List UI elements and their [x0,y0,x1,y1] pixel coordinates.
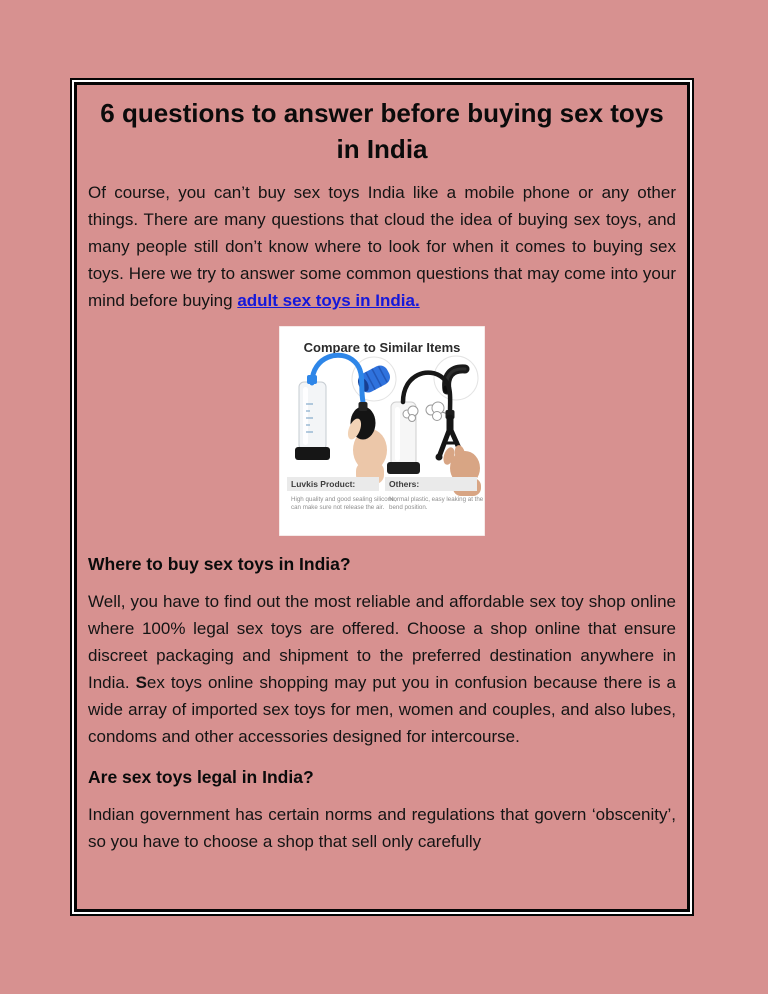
adult-sex-toys-link[interactable]: adult sex toys in India [237,291,415,310]
intro-paragraph [88,179,676,314]
figure-title: Compare to Similar Items [303,340,461,355]
body-text-part1: Well, you have to find out the most reliable and affordable sex toy shop online where 100% legal sex toys are offered. Choose a shop online that ensure discreet packaging and shipment to the preferred destination anywhere in India. [88,592,676,692]
luvkis-pump-cylinder [295,382,330,460]
right-product-label: Others: [389,479,420,489]
body-text-part2: ex toys online shopping may put you in confusion because there is a wide array of imported sex toys for men, women and couples, and also lubes, condoms and other accessories designed for intercourse. [88,673,676,746]
embedded-image [279,326,485,536]
left-product-label: Luvkis Product: [291,479,356,489]
comparison-figure [279,326,485,536]
left-caption-line2: can make sure not release the air. [291,504,385,511]
right-caption-line1: Normal plastic, easy leaking at the [389,496,484,503]
section-heading-legal: Are sex toys legal in India? [88,767,314,787]
section-heading-where-to-buy: Where to buy sex toys in India? [88,554,351,574]
page-border-frame [70,78,694,916]
blue-tube-connector [307,375,317,384]
body-paragraph-where-to-buy [88,588,676,750]
right-caption-line2: bend position. [389,504,428,511]
body-text-bold-s: S [135,673,147,692]
link-period: . [414,291,420,310]
document-content-area [74,82,690,912]
intro-text: Of course, you can’t buy sex toys India like a mobile phone or any other things. There are many questions that cloud the idea of buying sex toys, and many people still don’t know where to look for when it comes to buying sex toys. Here we try to answer some common questions that may come into your mind before buying [88,183,676,310]
left-caption-line1: High quality and good sealing silicone, [291,496,397,503]
page-title: 6 questions to answer before buying sex toys in India [100,98,664,164]
body-paragraph-legal: Indian government has certain norms and regulations that govern ‘obscenity’, so you have to choose a shop that sell only carefully [88,805,676,851]
